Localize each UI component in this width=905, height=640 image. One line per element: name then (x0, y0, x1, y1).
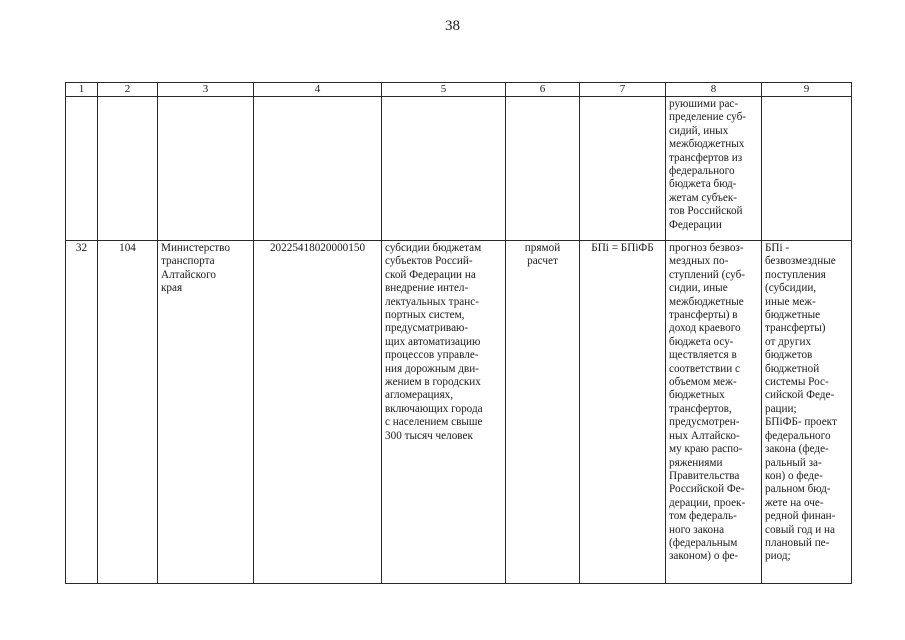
cell-empty (506, 97, 580, 241)
col-header-1: 1 (66, 83, 98, 97)
col-header-3: 3 (158, 83, 254, 97)
cell-empty (382, 97, 506, 241)
cell-empty (254, 97, 382, 241)
col-header-4: 4 (254, 83, 382, 97)
cell-empty (158, 97, 254, 241)
continuation-row (66, 97, 852, 241)
cell-empty (98, 97, 158, 241)
col-header-9: 9 (762, 83, 852, 97)
notes-cell: БПi - безвозмездные поступления (субсидии, иные меж- бюджетные трансферты) от других бюджетов бюджетной системы Рос- сийской Феде- рации; БПiФБ- проект федерального закона (феде- ральный за- кон) о феде- ральном бюд- жете на оче- редной финан- совый год и на плановый пе- риод; (762, 241, 852, 584)
col-header-8: 8 (666, 83, 762, 97)
description-cell: субсидии бюджетам субъектов Россий- ской Федерации на внедрение интел- лектуальных транс- портных систем, предусматриваю- щих автоматизацию процессов управле- ния дорожным дви- жением в городских агломерациях, включающих города с населением свыше 300 тысяч человек (382, 241, 506, 584)
continuation-algorithm-cell: руюшими рас- пределение суб- сидий, иных межбюджетных трансфертов из федерального бюджета бюд- жетам субъек- тов Российской Федерации (666, 97, 762, 241)
organization-cell: Министерство транспорта Алтайского края (158, 241, 254, 584)
method-cell: прямой расчет (506, 241, 580, 584)
cell-empty (66, 97, 98, 241)
header-row (66, 83, 852, 97)
col-header-2: 2 (98, 83, 158, 97)
budget-table (65, 82, 852, 584)
row-number-cell: 32 (66, 241, 98, 584)
cell-empty (762, 97, 852, 241)
col-header-5: 5 (382, 83, 506, 97)
col-header-7: 7 (580, 83, 666, 97)
admin-code-cell: 104 (98, 241, 158, 584)
page-number: 38 (445, 18, 460, 34)
table-row (66, 241, 852, 584)
col-header-6: 6 (506, 83, 580, 97)
cell-empty (580, 97, 666, 241)
kbk-code-cell: 20225418020000150 (254, 241, 382, 584)
algorithm-cell: прогноз безвоз- мездных по- ступлений (суб- сидии, иные межбюджетные трансферты) в доход краевого бюджета осу- ществляется в соответствии с объемом меж- бюджетных трансфертов, предусмотрен- ных Алтайско- му краю распо- ряжениями Правительства Российской Фе- дерации, проек- том федераль- ного закона (федеральным законом) о фе- (666, 241, 762, 584)
formula-cell: БПi = БПiФБ (580, 241, 666, 584)
